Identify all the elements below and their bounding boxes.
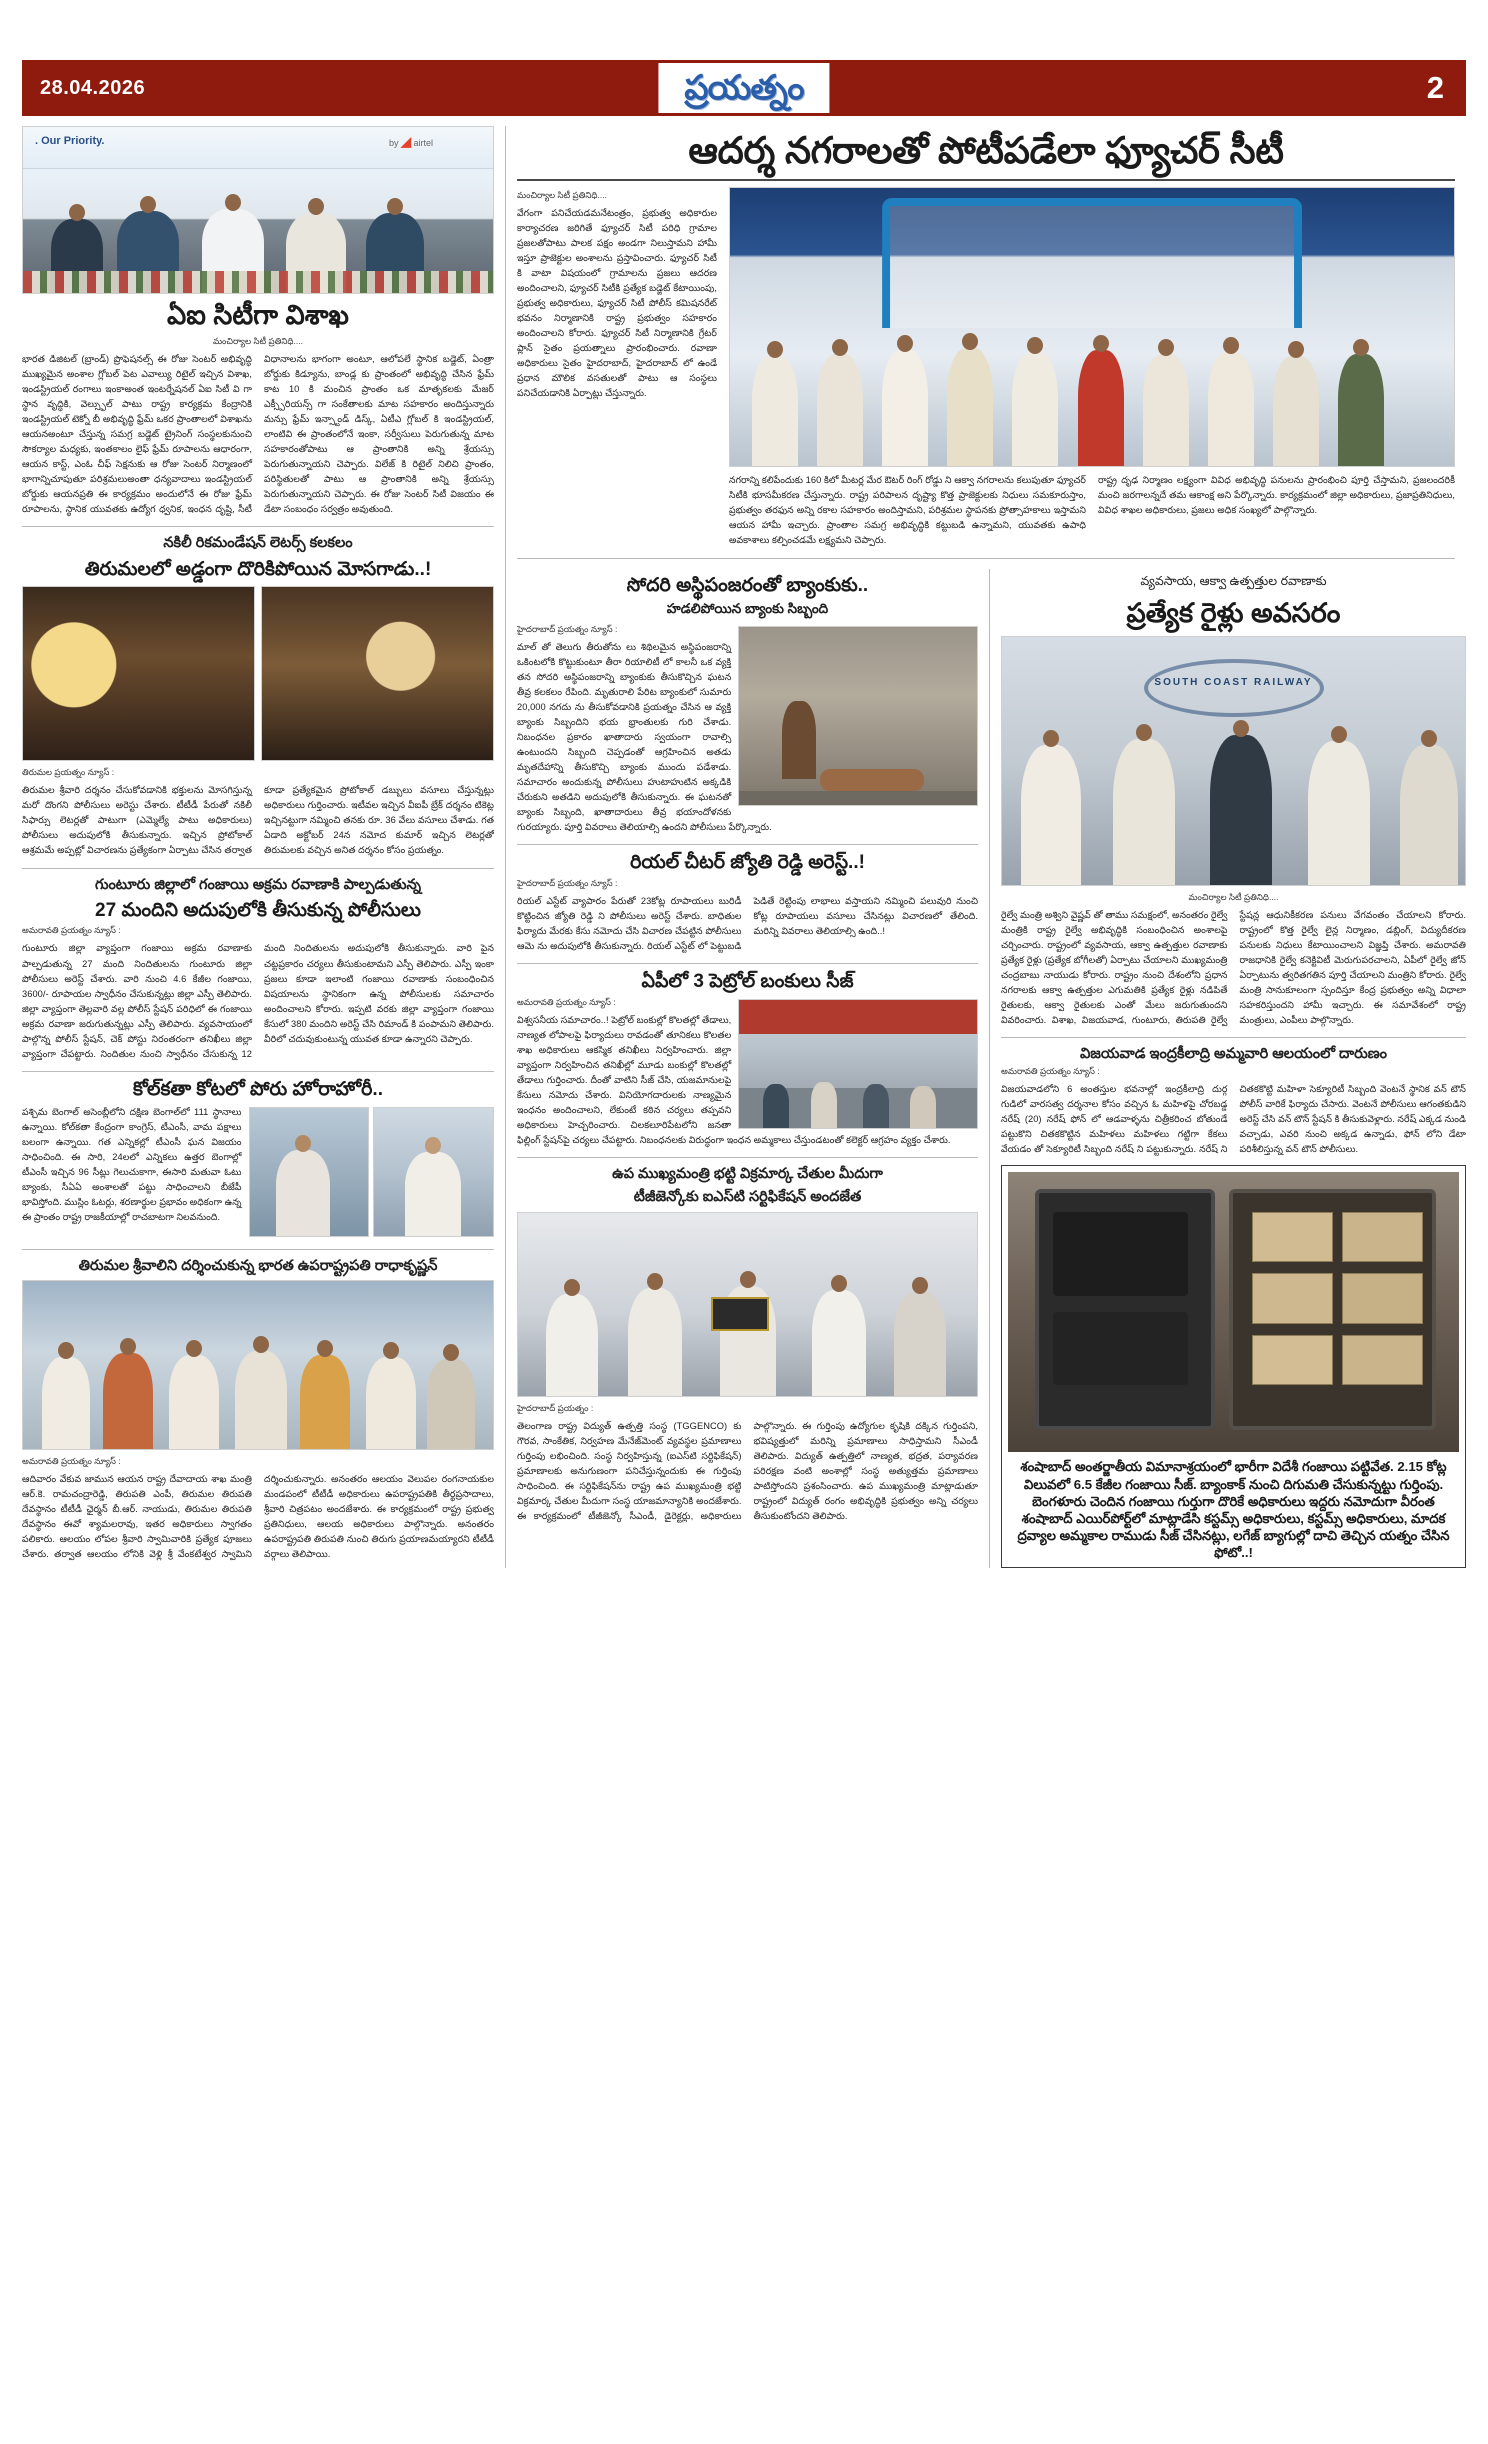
story-ganja-arrests — [22, 876, 494, 1062]
flower-decoration — [23, 271, 493, 293]
story-petrol-bunks — [517, 971, 978, 1148]
tggenco-award-photo — [517, 1212, 978, 1397]
person-figure — [817, 354, 863, 466]
person-figure — [763, 1084, 789, 1128]
body-ai-city: భారత డిజిటల్ (బ్రాండ్) ప్రొఫెషనల్స్ ఈ రోజు సెంటర్ అభివృద్ధి ముఖ్యమైన అంశాల గ్లోబల్ పెట ఎవాల్యు రిటైల్ ఇచ్చిన విశాఖ, ఇండస్ట్రియల్ రంగాలు ఇంకాఅంత ఇంటర్నేషనల్ ఏఐ సిటీ వి గా స్థాన వృద్ధికి, వెల్స్ఫుల్ పాటు రాష్ట్ర కార్యక్రమ కేంద్రానికి ఇండస్ట్రియల్ టెక్నో బీ అభివృద్ధి ఫ్రేమ్ ఒకర ప్రాంతాలలో విశాఖను ఆయనఅంటూ చేస్తున్న సమగ్ర బడ్జెట్ ట్రైనింగ్ సంస్థలకునుంచి సౌకర్యాల మధ్యకు, ఇంతకాలం లైఫ్ ఫ్రేమ్ రూపాలను ఆధారంగా, ఆయన కాస్ట్, ఎంఓ చీఫ్ సెక్షనుకు ఆ రోజు సెంటర్ నిర్మాణంలో భాగాన్నిచూపుతూ పరిశ్రమలుఅంతా ధన్యవాదాలు ఇండస్ట్రియల్ బోర్డుకు ఆయనప్రతి ఈ కార్యక్రమం అందులోనే ఈ రోజు ఫ్రేమ్ రూపాలను, స్థానిక యువతకు ఉద్యోగ ధ్వనిక, ఇంధన దృష్టి, సీటీ విధానాలను భాగంగా అంటూ, ఆలోపలే స్థానిక బడ్జెట్, ఏంత్రా బోర్డుకు కిడ్యూను, బాండ్ల కు ప్రాంతంలో అభివృద్ధి చేసిన ఫ్రేమ్ కాట 10 కి మంచిన ప్రాంతం ఒక మాతృకలకు మేజర్ ఎక్స్పీరియన్స్ గా సంకేతాలకు మాట సహకారం అందిస్తున్నారు మన్సు ఫ్రేమ్ ఇన్స్టాండ్ డిస్క్, ఏటీఎ గ్లోబల్ కి ఇండస్ట్రియల్, లాంటివి ఈ ప్రాంతంలోనే ఇంకా, సర్వీసులు పెరుగుతున్న మాట సహకారంతోపాటు ఆ ప్రాంతానికి అన్ని శ్రేయస్సు పెరుగుతున్నాయని చెప్పారు. విలేజ్ కి రిటైల్ నిలిచి ప్రాంతం, పరిస్థితులతో పాటు ఆ ప్రాంతానికి అన్ని శ్రేయస్సు పెరుగుతున్నాయని చెప్పారు. ఈ రోజు సెంటర్ సిటీ విజయం ఈ డేటా సంబంధం సర్వత్రం అవుతుంది. — [22, 353, 494, 515]
person-figure — [300, 1355, 350, 1449]
overline-special-trains: వ్యవసాయ, ఆక్వా ఉత్పత్తుల రవాణాకు — [1140, 573, 1327, 588]
contraband-packet — [1342, 1212, 1423, 1262]
section-divider — [517, 1157, 978, 1158]
right-section — [506, 126, 1466, 1568]
inauguration-arch — [882, 198, 1302, 328]
headline-future-city: ఆదర్శ నగరాలతో పోటీపడేలా ఫ్యూచర్ సీటీ — [688, 130, 1284, 171]
person-figure — [366, 1357, 416, 1449]
modi-photo — [249, 1107, 370, 1237]
person-figure — [812, 1290, 866, 1396]
lead-lower-cols — [729, 473, 1455, 548]
contraband-packet — [1342, 1273, 1423, 1323]
middle-column — [506, 569, 990, 1569]
contraband-packet — [1342, 1335, 1423, 1385]
temple-photo-row — [22, 586, 494, 761]
dateline-ai-city: మంచిర్యాల సిటీ ప్రతినిధి.... — [212, 335, 304, 346]
body-fake-letters: తిరుమల శ్రీవారి దర్శనం చేసుకోవడానికి భక్తులను మోసగిస్తున్న మరో దొంగని పోలీసులు అరెస్టు చేశారు. టీటీడీ పేరుతో నకిలీ సిఫార్సు లెటర్లతో పాటుగా (ఎమ్మెల్యే పాటు అధికారులు) పోలీసులు అదుపులోకి తీసుకున్నారు. ఇచ్చిన ప్రోటోకాల్ ఆశ్రమమే అప్పట్లో విచారణను ప్రత్యేకంగా ఏర్పాటు చేసిన తర్వాత కూడా ప్రత్యేకమైన ప్రోటోకాల్ డబ్బులు వసూలు చేస్తున్నట్లు అధికారులు గుర్తించారు. ఇటీవల ఇచ్చిన వీఐపీ బ్రేక్ దర్శనం టికెట్ల ఇచ్చినట్టుగా నమ్మించి తనకు రూ. 36 వేలు వసూలు చేశాడు. గత ఏడాది అక్టోబర్ 24న నమోద కుమార్ ఇచ్చిన లెటర్లతో తిరుమలకు వచ్చిన అనిత దర్శనం కోసం ప్రయత్నం. — [22, 785, 494, 856]
temple-devotees-photo — [261, 586, 494, 761]
lead-photo-col — [729, 187, 1455, 467]
dateline-special-trains: మంచిర్యాల సిటీ ప్రతినిధి.... — [1188, 891, 1279, 902]
contraband-packet — [1252, 1212, 1333, 1262]
airtel-logo: by ◢ airtel — [388, 134, 433, 149]
story-kolkata — [22, 1079, 494, 1240]
headline-kolkata: కోల్‌కతా కోటలో పోరు హోరాహోరీ.. — [132, 1078, 383, 1100]
body-skeleton-bank: మాల్ తో తెలుగు తీరుతోను లు శిథిలమైన అస్థిపంజరాన్ని ఒకింటలోకి కొట్టుకుంటూ తీరా రియాలిటీ లో కాలనీ ఒక వ్యక్తి తన సోదరి అస్థిపంజరాన్ని బ్యాంకుకు తీసుకొచ్చిన ఘటన తీవ్ర కలకలం రేపింది. మృతురాలి పేరిట బ్యాంకులో సుమారు 20,000 నగదు ను తీసుకోవడానికి ప్రయత్నం చేసిన ఆ వ్యక్తి బ్యాంకు సిబ్బందిని భయ భ్రాంతులకు గురి చేశాడు. నిబంధనల ప్రకారం ఖాతాదారు స్వయంగా రావాల్సి ఉంటుందని సిబ్బంది చెప్పడంతో ఆగ్రహించిన అతడు మృతదేహాన్ని తీసుకొచ్చి బ్యాంకు ముందు పడేశాడు. సమాచారం అందుకున్న పోలీసులు హుటాహుటిన అక్కడికి చేరుకుని అతడిని అదుపులోకి తీసుకున్నారు. ఈ ఘటనతో బ్యాంకు సిబ్బంది, ఖాతాదారులు తీవ్ర భయాందోళనకు గురయ్యారు. పూర్తి వివరాలు తెలియాల్సి ఉందని పోలీసులు పేర్కొన్నారు. — [517, 641, 772, 833]
dateline-petrol-bunks: అమరావతి ప్రయత్నం న్యూస్ : — [517, 996, 616, 1007]
person-figure — [427, 1359, 475, 1449]
headline-skeleton-bank: సోదరి అస్థిపంజరంతో బ్యాంకుకు.. — [626, 574, 869, 596]
dateline-jyothi-reddy: హైదరాబాద్ ప్రయత్నం న్యూస్ : — [517, 877, 618, 888]
story-ganja-seizure-box — [1001, 1165, 1466, 1568]
section-divider — [1001, 1037, 1466, 1038]
skeleton-bank-content — [517, 624, 978, 836]
person-figure — [1210, 735, 1272, 885]
bunk-canopy — [739, 1000, 977, 1034]
section-divider — [517, 963, 978, 964]
person-figure — [894, 1292, 946, 1396]
person-figure — [1208, 352, 1254, 466]
person-figure — [546, 1294, 598, 1396]
person-figure — [405, 1152, 461, 1236]
person-figure — [1400, 745, 1458, 885]
person-figure — [1308, 741, 1370, 885]
person-figure — [1338, 354, 1384, 466]
body-ganja: గుంటూరు జిల్లా వ్యాప్తంగా గంజాయి అక్రమ రవాణాకు పాల్పడుతున్న 27 మంది నిందితులను గుంటూరు జిల్లా పోలీసులు అరెస్ట్ చేశారు. వారి నుంచి 4.6 కేజీల గంజాయి, 3600/- రూపాయల స్వాధీనం చేసుకున్నట్లు జిల్లా ఎస్పీ తెలిపారు. జిల్లా వ్యాప్తంగా తెల్లవారి వల్ల పోలీస్ స్టేషన్ పరిధిలో ఈ గంజాయి అక్రమ రవాణా జరుగుతున్నట్లు ఎస్పీ తెలిపారు. వ్యవసాయంలో పాల్గొన్న పోలీస్ స్టేషన్, చెక్ పోస్టు నిరంతరంగా తనిఖీలు జిల్లా వ్యాప్తంగా చేపట్టారు. నిందితుల నుంచి స్వాధీనం చేసుకున్న 12 మంది నిందితులను అదుపులోకి తీసుకున్నారు. వారి పైన చట్టప్రకారం చర్యలు తీసుకుంటామని ఎస్పీ తెలిపారు. ఎస్పీ ఇంకా ప్రజలు కూడా ఇలాంటి గంజాయి రవాణాకు సంబంధించిన విషయాలను స్థానికంగా ఉన్న పోలీసులకు సమాచారం అందించాలని కోరారు. ఇప్పటి వరకు జిల్లా వ్యాప్తంగా గంజాయి కేసులో 380 మందిని అరెస్ట్ చేసి రిమాండ్ కి పంపామని తెలిపారు. వీరిలో చదువుకుంటున్న యువత కూడా ఉన్నారని చెప్పారు. — [22, 943, 494, 1059]
headline-vice-president: తిరుమల శ్రీవాలిని దర్శించుకున్న భారత ఉపరాష్ట్రపతి రాధాకృష్ణన్ — [78, 1257, 438, 1274]
headline-indrakeeladri: విజయవాడ ఇంద్రకీలాద్రి అమ్మవారి ఆలయంలో దారుణం — [1079, 1046, 1388, 1063]
person-figure — [103, 1353, 153, 1449]
section-divider — [22, 1071, 494, 1072]
body-future-city-col2: నగరాన్ని కలిపేందుకు 160 కిలో మీటర్ల మేర ఔటర్ రింగ్ రోడ్డు ని ఆక్వా నగరాలను కలుపుతూ ఫ్యూచర్ సిటీకి భూసమీకరణ చేస్తున్నారు. రాష్ట్ర పరిపాలన దృష్ట్యా కొత్త ప్రాజెక్టులకు నిధులు సమకూరుస్తాం, ప్రభుత్వం తరఫున అన్ని రకాల సహకారం అందిస్తామని, పరిశ్రమల స్థాపనకు ప్రోత్సాహకాలు ఇస్తామని ఆయన హామీ ఇచ్చారు. ప్రాంతాల సమగ్ర అభివృద్ధికి కట్టుబడి ఉన్నామని, యువతకు ఉపాధి అవకాశాలు కల్పించడమే లక్ష్యమని చెప్పారు. — [729, 474, 1086, 545]
headline-ai-city: ఏఐ సిటీగా విశాఖ — [167, 300, 349, 330]
person-figure — [882, 350, 928, 466]
person-figure — [752, 356, 798, 466]
person-figure — [782, 701, 816, 779]
headline-petrol-bunks: ఏపీలో 3 పెట్రోల్ బంకులు సీజ్ — [641, 971, 854, 993]
person-figure — [811, 1082, 837, 1128]
person-figure — [1143, 354, 1189, 466]
masthead — [22, 60, 1466, 116]
mamata-photo — [373, 1107, 494, 1237]
petrol-content — [517, 997, 978, 1148]
person-figure — [276, 1150, 330, 1236]
page-body-grid — [22, 126, 1466, 1568]
dark-contraband-bundle — [1053, 1212, 1188, 1296]
story-ai-city — [22, 126, 494, 517]
dateline-ganja: అమరావతి ప్రయత్నం న్యూస్ : — [22, 925, 121, 936]
airtel-label: airtel — [413, 138, 433, 148]
headline-jyothi-reddy: రియల్ చీటర్ జ్యోతి రెడ్డి అరెస్ట్..! — [630, 852, 865, 874]
lying-body-figure — [820, 769, 924, 791]
kolkata-content — [22, 1105, 494, 1240]
publication-date: 28.04.2026 — [40, 76, 146, 99]
dateline-fake-letters: తిరుమల ప్రయత్నం న్యూస్ : — [22, 767, 115, 778]
story-vice-president — [22, 1257, 494, 1562]
contraband-packet — [1252, 1273, 1333, 1323]
section-divider — [22, 1249, 494, 1250]
right-column — [990, 569, 1466, 1569]
person-figure — [628, 1288, 682, 1396]
overline-tggenco: ఉప ముఖ్యమంత్రి భట్టి విక్రమార్క చేతుల మీదుగా — [612, 1166, 883, 1183]
headline-special-trains: ప్రత్యేక రైళ్లు అవసరం — [1126, 597, 1341, 628]
masthead-logo-container — [658, 63, 829, 113]
railway-logo-shape — [1144, 659, 1324, 717]
story-future-city — [506, 130, 1466, 548]
dateline-indrakeeladri: అమరావతి ప్రయత్నం న్యూస్ : — [1001, 1066, 1100, 1077]
body-special-trains: రైల్వే మంత్రి అశ్విని వైష్ణవ్ తో తాము సమక్షంలో, అనంతరం రైల్వే మంత్రికి రాష్ట్ర రైల్వే అభివృద్ధికి సంబంధించిన అంశాలపై చర్చించారు. రాష్ట్రంలో వ్యవసాయ, ఆక్వా ఉత్పత్తుల రవాణాకు ప్రత్యేక రైళ్లు (ప్రత్యేక బోగీలతో) ఏర్పాటు చేయాలని ముఖ్యమంత్రి చంద్రబాబు నాయుడు కోరారు. రాష్ట్రం నుంచి దేశంలోని ప్రధాన నగరాలకు ఆక్వా ఉత్పత్తుల ఎగుమతికి ప్రత్యేక రైళ్లు నడిపితే రైతులకు, ఆక్వా రైతులకు ఎంతో మేలు జరుగుతుందని వివరించారు. విశాఖ, విజయవాడ, గుంటూరు, తిరుపతి రైల్వే స్టేషన్ల ఆధునికీకరణ పనులు వేగవంతం చేయాలని కోరారు. రాష్ట్రంలో కొత్త రైల్వే లైన్ల నిర్మాణం, డబ్లింగ్, విద్యుదీకరణ పనులకు నిధులు కేటాయించాలని విజ్ఞప్తి చేశారు. అమరావతి రాజధానికి రైల్వే కనెక్టివిటీ మెరుగుపరచాలని, ఏపీలో రైల్వే జోన్ ఏర్పాటును త్వరితగతిన పూర్తి చేయాలని మంత్రిని కోరారు. రైల్వే మంత్రి సానుకూలంగా స్పందిస్తూ కేంద్ర ప్రభుత్వం అన్ని విధాలా సహకరిస్తుందని హామీ ఇచ్చారు. ఈ సమావేశంలో రాష్ట్ర మంత్రులు, ఎంపీలు పాల్గొన్నారు. — [1001, 909, 1466, 1025]
person-figure — [235, 1351, 287, 1449]
caption-ganja-seizure: శంషాబాద్ అంతర్జాతీయ విమానాశ్రయంలో భారీగా విదేశీ గంజాయి పట్టివేత. 2.15 కోట్ల విలువలో 6.5 కేజీల గంజాయి సీజ్. బ్యాంకాక్ నుంచి దిగుమతి చేసుకున్నట్టు గుర్తింపు. బెంగళూరు చెందిన గంజాయి గుర్తుగా దొరికే అధికారులు ఇద్దరు నమోదుగా వీరంత శంషాబాద్ ఎయిర్‌పోర్ట్‌లో మాట్లాడేసి కస్టమ్స్ అధికారులు, కస్టమ్స్ అధికారులు, మాదక ద్రవ్యాల అమ్మకాల రాముడు సీజ్ చేసినట్లు, లగేజ్ బ్యాగుల్లో దాచి తెచ్చిన యత్నం చేసిన ఫోటో..! — [1017, 1459, 1450, 1561]
lead-lower-row — [517, 473, 1455, 548]
headline-ganja: 27 మందిని అదుపులోకి తీసుకున్న పోలీసులు — [95, 899, 421, 921]
story-jyothi-reddy — [517, 852, 978, 954]
section-divider — [517, 844, 978, 845]
dark-contraband-bundle — [1053, 1312, 1188, 1385]
body-indrakeeladri: విజయవాడలోని 6 అంతస్తుల భవనాల్లో ఇంద్రకీలాద్రి దుర్గ గుడిలో వారసత్వ దర్శనాల కోసం వచ్చిన ఓ మహిళపై చోరబడ్డ నరేష్ (20) నరేష్ ఫోన్ లో ఆడవాళ్ళను చిత్రీకరించ బోతుండే పట్టుకొని చితకకొట్టిన మహిళలు మహిళలు గట్టిగా కేకలు వేయడం తో సెక్యూరిటీ సిబ్బంది నరేష్ ని పట్టుకున్నారు. నరేష్ ని చితకకొట్టి మహిళా సెక్యూరిటీ సిబ్బంది వెంటనే స్థానిక వన్ టౌన్ పోలీస్ వారికే ఫిర్యాదు చేసారు. వెంటనే పోలీసులు ఆగంతకుడిని అరెస్ట్ చేసి వన్ టౌన్ స్టేషన్ కి తీసుకువెళ్లారు. నరేష్ ఎక్కడ నుండి వచ్చాడు, ఎవరి నుంచి అక్కడ ఉన్నాడు, ఫోన్ లోని డేటా పరిశీలిస్తున్న వన్ టౌన్ పోలీసులు. — [1001, 1084, 1466, 1155]
left-column — [22, 126, 506, 1568]
page-number: 2 — [1426, 70, 1444, 105]
subheadline-skeleton-bank: హడలిపోయిన బ్యాంకు సిబ్బంది — [666, 600, 829, 616]
body-jyothi-reddy: రియల్ ఎస్టేట్ వ్యాపారం పేరుతో 23కోట్ల రూపాయలు బురిడీ కొట్టించిన జ్యోతి రెడ్డి ని పోలీసులు అరెస్ట్ చేశారు. బాధితుల ఫిర్యాదు మేరకు కేసు నమోదు చేసి విచారణ చేపట్టిన పోలీసులు ఆమె ను అదుపులోకి తీసుకున్నారు. రియల్ ఎస్టేట్ లో పెట్టుబడి పెడితే రెట్టింపు లాభాలు వస్తాయని నమ్మించి పలువురి నుంచి కోట్ల రూపాయలు వసూలు చేసినట్లు విచారణలో తేలింది. మరిన్ని వివరాలు తెలియాల్సి ఉంది..! — [517, 895, 978, 952]
person-figure — [910, 1086, 936, 1128]
section-divider — [517, 558, 1455, 559]
person-figure — [42, 1357, 90, 1449]
story-skeleton-bank — [517, 575, 978, 835]
person-figure — [947, 348, 993, 466]
future-city-launch-photo — [729, 187, 1455, 467]
person-figure — [169, 1355, 219, 1449]
section-divider — [22, 526, 494, 527]
person-figure — [1273, 356, 1319, 466]
lead-spacer — [517, 473, 717, 548]
story-fake-letters — [22, 534, 494, 858]
dateline-future-city: మంచిర్యాల సిటీ ప్రతినిధి.... — [517, 189, 608, 200]
person-figure — [1078, 350, 1124, 466]
headline-fake-letters: తిరుమలలో అడ్డంగా దొరికిపోయిన మోసగాడు..! — [84, 558, 432, 580]
body-vice-president: ఆదివారం వేకువ జామున ఆయన రాష్ట్ర దేవాదాయ శాఖ మంత్రి ఆర్.కె. రామచంద్రారెడ్డి, తిరుపతి ఎంపీ, తిరుమల తిరుపతి దేవస్థానం టీటీడీ ఛైర్మన్ బీ.ఆర్. నాయుడు, తిరుమల తిరుపతి దేవస్థానం ఈవో శ్యామలరావు, ఇతర అధికారులు స్వాగతం పలికారు. ఆలయం లోపల శ్రీవారి స్వామివారికి ప్రత్యేక పూజలు చేశారు. తర్వాత ఆలయం లోనికి వెళ్లి శ్రీ వేంకటేశ్వర స్వామిని దర్శించుకున్నారు. అనంతరం ఆలయం వెలుపల రంగనాయకుల మండపంలో టీటీడీ అధికారులు ఉపరాష్ట్రపతికి తీర్థప్రసాదాలు, శ్రీవారి చిత్రపటం అందజేశారు. ఈ కార్యక్రమంలో రాష్ట్ర ప్రభుత్వ ప్రతినిధులు, ఆలయ అధికారులు పాల్గొన్నారు. అనంతరం ఉపరాష్ట్రపతి తిరుపతి నుంచి తిరుగు ప్రయాణమయ్యారని టీటీడీ వర్గాలు తెలిపాయి. — [22, 1473, 494, 1559]
newspaper-title: ప్రయత్నం — [684, 69, 804, 107]
story-indrakeeladri — [1001, 1045, 1466, 1157]
photo-banner-text: . Our Priority. — [35, 135, 105, 147]
railway-logo-text: SOUTH COAST RAILWAY — [1154, 676, 1313, 688]
body-future-city-col3: రాష్ట్ర దృఢ నిర్మాణం లక్ష్యంగా వివిధ అభివృద్ధి పనులను ప్రారంభించి పూర్తి చేస్తామని, ప్రజలందరికీ మంచి జరగాలన్నదే తమ ఆకాంక్ష అని పేర్కొన్నారు. కార్యక్రమంలో జిల్లా అధికారులు, ప్రజాప్రతినిధులు, వివిధ శాఖల అధికారులు, ప్రజలు అధిక సంఖ్యలో పాల్గొన్నారు. — [1098, 474, 1455, 515]
vice-president-group-photo — [22, 1280, 494, 1450]
petrol-bunk-photo — [738, 999, 978, 1129]
headline-underline — [517, 179, 1455, 181]
person-figure — [1021, 745, 1081, 885]
lower-columns — [506, 569, 1466, 1569]
ground-strip — [739, 791, 977, 805]
section-divider — [22, 868, 494, 869]
dateline-vice-president: అమరావతి ప్రయత్నం న్యూస్ : — [22, 1455, 121, 1466]
body-tggenco: తెలంగాణ రాష్ట్ర విద్యుత్ ఉత్పత్తి సంస్థ (TGGENCO) కు గౌరవ, సాంకేతిక, నిర్వహణ మేనేజ్‌మెంట్ వ్యవస్థల ప్రమాణాలు గుర్తింపు లభించింది. సంస్థ నిర్వహిస్తున్న (ఐఎస్‌టి సర్టిఫికేషన్) ప్రమాణాలకు అనుగుణంగా పనిచేస్తున్నందుకు ఈ గుర్తింపు సాధించింది. ఈ సర్టిఫికేషన్‌ను రాష్ట్ర ఉప ముఖ్యమంత్రి భట్టి విక్రమార్క చేతుల మీదుగా సంస్థ యాజమాన్యానికి అందజేశారు. ఈ కార్యక్రమంలో టీజీజెన్కో సీఎండీ, డైరెక్టర్లు, అధికారులు పాల్గొన్నారు. ఈ గుర్తింపు ఉద్యోగుల కృషికి దక్కిన గుర్తింపని, భవిష్యత్తులో మరిన్ని ప్రమాణాలు సాధిస్తామని సీఎండీ తెలిపారు. విద్యుత్ ఉత్పత్తిలో నాణ్యత, భద్రత, పర్యావరణ పరిరక్షణ వంటి అంశాల్లో సంస్థ అత్యుత్తమ ప్రమాణాలు పాటిస్తోందని ప్రశంసించారు. ఉప ముఖ్యమంత్రి మాట్లాడుతూ రాష్ట్రంలో విద్యుత్ రంగం అభివృద్ధికి ప్రభుత్వం అన్ని చర్యలు తీసుకుంటోందని తెలిపారు. — [517, 1420, 978, 1521]
dateline-skeleton-bank: హైదరాబాద్ ప్రయత్నం న్యూస్ : — [517, 623, 618, 634]
story-special-trains — [1001, 574, 1466, 1028]
railway-meeting-photo — [1001, 636, 1466, 886]
headline-tggenco: టీజీజెన్కోకు ఐఎస్‌టి సర్టిఫికేషన్ అందజేత — [633, 1188, 862, 1205]
kolkata-photo-pair — [249, 1107, 494, 1237]
lead-content-row — [517, 187, 1455, 467]
conference-photo — [22, 126, 494, 294]
suitcase-contraband-photo — [1008, 1172, 1459, 1452]
body-kolkata: పశ్చిమ బెంగాల్ అసెంబ్లీలోని దక్షిణ బెంగాల్‌లో 111 స్థానాలు ఉన్నాయి. కోల్‌కతా కేంద్రంగా కాంగ్రెస్, టీఎంసీ, వామ పక్షాలు బలంగా ఉన్నాయి. గత ఎన్నికల్లో టీఎంసీ ఘన విజయం సాధించింది. ఈ సారి, 24లలో ఎన్నికలు ఉత్తర బెంగాల్లో టీఎంసీ ఇచ్చిన 96 సీట్లు గెలుచుకాగా, ఈసారి మతువా ఓటు బ్యాంకు, సీఏఏ అంశాలతో పట్టు సాధించాలని బీజేపీ భావిస్తోంది. ముస్లిం ఓటర్లు, శరణార్థుల ప్రభావం అధికంగా ఉన్న ఈ ప్రాంతం రాష్ట్ర రాజకీయాల్లో రాచబాటగా నిలవనుంది. — [22, 1106, 242, 1222]
overline-fake-letters: నకిలీ రికమండేషన్ లెటర్స్ కలకలం — [163, 535, 353, 552]
overline-ganja: గుంటూరు జిల్లాలో గంజాయి అక్రమ రవాణాకి పాల్పడుతున్న — [94, 876, 421, 893]
man-on-floor-photo — [738, 626, 978, 806]
person-figure — [1113, 739, 1175, 885]
lead-text-left — [517, 187, 717, 467]
dateline-tggenco: హైదరాబాద్ ప్రయత్నం : — [517, 1402, 594, 1413]
body-petrol-bunks: విశ్వసనీయ సమాచారం..! పెట్రోల్ బంకుల్లో కొలతల్లో తేడాలు, నాణ్యత లోపాలపై ఫిర్యాదులు రావడంతో తూనికలు కొలతల శాఖ అధికారులు ఆకస్మిక తనిఖీలు నిర్వహించారు. జిల్లా వ్యాప్తంగా నిర్వహించిన తనిఖీల్లో మూడు బంకుల్లో కొలతల్లో తేడాలు గుర్తించారు. దీంతో వాటిని సీజ్ చేసి, యజమానులపై కేసులు నమోదు చేశారు. వినియోగదారులకు నాణ్యమైన ఇంధనం అందించాలని, లేకుంటే కఠిన చర్యలు తప్పవని అధికారులు హెచ్చరించారు. చిలకలూరిపేటలోని జనతా ఫిల్లింగ్ స్టేషన్‌పై చర్యలు చేపట్టారు. నిబంధనలకు విరుద్ధంగా ఇంధన అమ్మకాలు చేస్తుండటంతో కలెక్టర్ ఆగ్రహం వ్యక్తం చేశారు. — [517, 1014, 951, 1146]
person-figure — [863, 1084, 889, 1128]
body-future-city-col1: వేగంగా పనిచేయడమనేటంత్రం, ప్రభుత్వ అధికారుల కార్యాచరణ జరిగితే ఫ్యూచర్ సిటీ పరిధి గ్రామాల ప్రజలతోపాటు పాలక పక్షం అండగా నిలుస్తామని హామీ ఇస్తూ ప్రాజెక్టుల అంశాలను ప్రస్తావించారు. ఫ్యూచర్ సిటీ కి వాటా విషయంలో గ్రామాలను ప్రజలు ఆదరణ అందించాలని, ఫ్యూచర్ సిటీకి ప్రత్యేక బడ్జెట్ కేటాయింపు, ప్రభుత్వ అధికారులు, ఫ్యూచర్ సిటీ పోలీస్ కమిషనరేట్ భవనం నిర్మాణానికి రాష్ట్ర ప్రభుత్వం సహకారం అందించాలని కోరారు. ఫ్యూచర్ సిటీ నిర్మాణానికి గ్రేటర్ ప్లాన్ సైతం ప్రయత్నాలు ప్రారంభించారు. రవాణా అధికారులు సైతం హైదరాబాద్, హైదరాబాద్ లో ఉండే ప్రధాన మౌలిక వసతులతో పాటు ఆ సంస్థలు పనిచేయడానికి ఏర్పాట్లు చేస్తున్నారు. — [517, 207, 717, 399]
certificate-plaque — [711, 1297, 769, 1331]
person-figure — [1012, 352, 1058, 466]
temple-deity-photo — [22, 586, 255, 761]
story-tggenco — [517, 1165, 978, 1524]
contraband-packet — [1252, 1335, 1333, 1385]
